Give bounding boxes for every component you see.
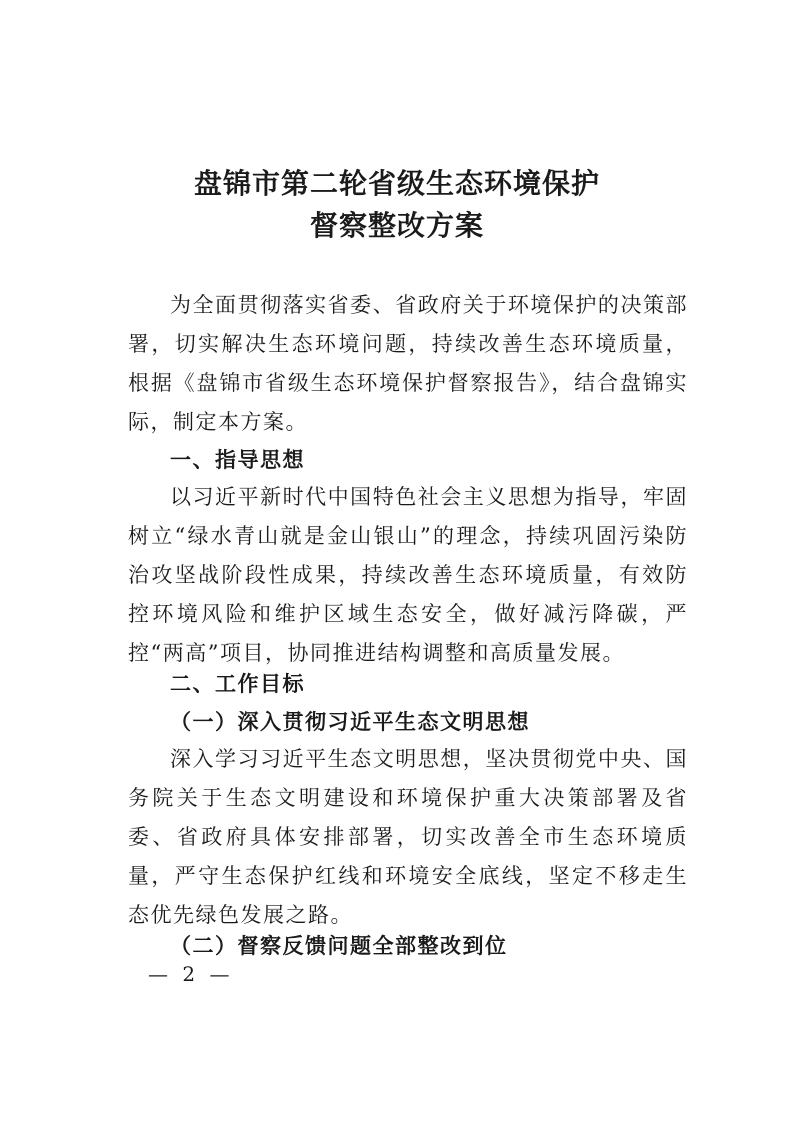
sub2-heading: （二）督察反馈问题全部整改到位: [170, 933, 508, 958]
sub2-heading-block: [128, 926, 688, 965]
section2-heading: 二、工作目标: [170, 671, 305, 696]
intro-paragraph: [128, 286, 688, 442]
sub1-heading: （一）深入贯彻习近平生态文明思想: [170, 709, 530, 734]
intro-text: 为全面贯彻落实省委、省政府关于环境保护的决策部署，切实解决生态环境问题，持续改善生态环境质量，根据《盘锦市省级生态环境保护督察报告》，结合盘锦实际，制定本方案。: [128, 293, 688, 434]
document-title-line2: 督察整改方案: [309, 209, 484, 242]
page-number: — 2 —: [148, 962, 234, 986]
section1-heading-block: [128, 440, 688, 479]
sub1-paragraph: [128, 740, 688, 935]
section1-paragraph: [128, 478, 688, 673]
document-title-line1: 盘锦市第二轮省级生态环境保护: [193, 167, 600, 200]
sub1-text: 深入学习习近平生态文明思想，坚决贯彻党中央、国务院关于生态文明建设和环境保护重大决策部署及省委、省政府具体安排部署，切实改善全市生态环境质量，严守生态保护红线和环境安全底线，坚定不移走生态优先绿色发展之路。: [128, 747, 688, 927]
sub1-heading-block: [128, 702, 688, 741]
section1-heading: 一、指导思想: [170, 447, 305, 472]
section1-text: 以习近平新时代中国特色社会主义思想为指导，牢固树立“绿水青山就是金山银山”的理念，持续巩固污染防治攻坚战阶段性成果，持续改善生态环境质量，有效防控环境风险和维护区域生态安全，做好减污降碳，严控“两高”项目，协同推进结构调整和高质量发展。: [128, 485, 688, 665]
section2-heading-block: [128, 664, 688, 703]
